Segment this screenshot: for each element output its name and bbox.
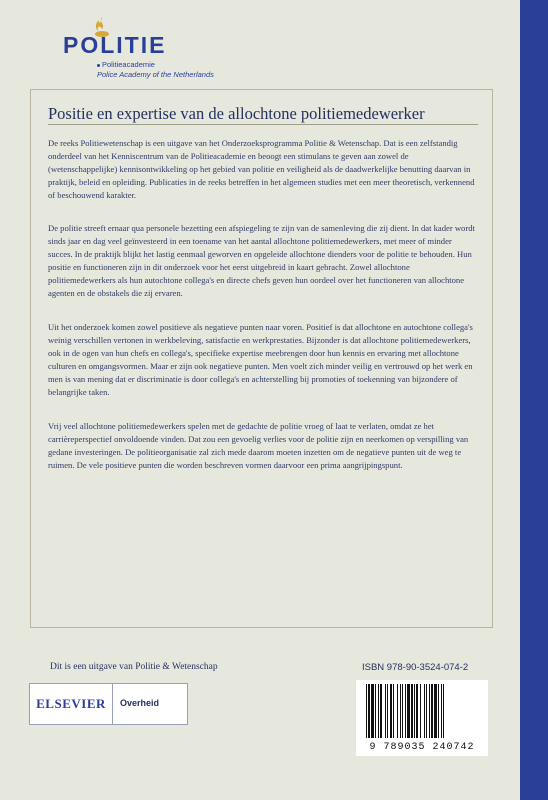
barcode-bar [416, 684, 418, 738]
publisher-credit: Dit is een uitgave van Politie & Wetenschap [50, 662, 218, 672]
academy-name-nl-text: Politieacademie [102, 60, 155, 69]
barcode-bar [426, 684, 427, 738]
barcode-bar [443, 684, 444, 738]
barcode-bar [378, 684, 379, 738]
elsevier-logo: ELSEVIER [36, 696, 106, 711]
academy-name-nl [97, 60, 155, 69]
barcode-bar [407, 684, 410, 738]
barcode-number: 9 789035 240742 [369, 742, 475, 753]
barcode-bar [429, 684, 430, 738]
barcode-bar [414, 684, 415, 738]
bullet-icon [97, 64, 100, 67]
barcode-bar [438, 684, 439, 738]
blurb-paragraph-2: De politie streeft ernaar qua personele bezetting een afspiegeling te zijn van de samenleving die zij dient. In dat kader wordt sinds jaar en dag veel geïnvesteerd in een toename van het aantal allochtone politiemedewerkers, met meer of minder succes. In de praktijk blijkt het lastig eenmaal geworven en opgeleide allochtone dienders voor de politie te behouden. Hun positie en functioneren zijn in dit onderzoek voor het eerst uitgebreid in kaart gebracht. Zowel allochtone politiemedewerkers als hun autochtone collega's en directe chefs geven hun oordeel over het functioneren van allochtone agenten en de obstakels die zij ervaren. [48, 223, 475, 298]
publisher-division: Overheid [120, 698, 160, 708]
barcode-bar [368, 684, 370, 738]
barcode-bar [400, 684, 401, 738]
politie-wordmark: POLITIE [63, 32, 167, 58]
barcode-bar [397, 684, 398, 738]
blue-spine-strip [520, 0, 548, 800]
book-title: Positie en expertise van de allochtone politiemedewerker [48, 104, 425, 123]
politie-logo [63, 14, 263, 79]
title-divider [48, 124, 478, 125]
barcode-bar [387, 684, 388, 738]
barcode-bar [371, 684, 374, 738]
barcode-bar [431, 684, 433, 738]
academy-name-en: Police Academy of the Netherlands [97, 70, 214, 79]
barcode-bar [390, 684, 392, 738]
barcode-bar [375, 684, 376, 738]
barcode-bar [385, 684, 386, 738]
barcode-bar [380, 684, 382, 738]
barcode-bar [441, 684, 442, 738]
barcode-bar [434, 684, 437, 738]
publisher-divider [112, 684, 113, 724]
publisher-logo-box [29, 683, 188, 725]
barcode-bar [393, 684, 394, 738]
blurb-paragraph-4: Vrij veel allochtone politiemedewerkers spelen met de gedachte de politie vroeg of laat te verlaten, omdat ze het carrièreperspectief onvoldoende vinden. Dat zou een gevoelig verlies voor de politie zijn en neerkomen op verspilling van gedane investeringen. De politieorganisatie zal zich mede daarom moeten inzetten om de negatieve punten uit de weg te ruimen. De vele positieve punten die worden beschreven vormen daarvoor een prima aangrijpingspunt. [48, 421, 469, 470]
barcode-icon [360, 684, 484, 740]
barcode-bar [402, 684, 403, 738]
barcode-bar [411, 684, 413, 738]
blurb-paragraph-3: Uit het onderzoek komen zowel positieve als negatieve punten naar voren. Positief is dat allochtone en autochtone collega's weinig verschillen vertonen in werkbeleving, satisfactie en werkprestaties. Bijzonder is dat allochtone politiemedewerkers, ook in de ogen van hun chefs en collega's, specifieke expertise meebrengen door hun kennis en ervaring met allochtone culturen en omgangsvormen. Maar er zijn ook negatieve punten. Men voelt zich minder veilig en vertrouwd op het werk en men is van mening dat er discriminatie is door collega's en achterstelling bij promoties of toekenning van bijzondere of belangrijke taken. [48, 322, 473, 397]
barcode-bar [424, 684, 425, 738]
blurb-paragraph-1: De reeks Politiewetenschap is een uitgave van het Onderzoeksprogramma Politie & Wetenschap. Dat is een zelfstandig onderdeel van het Kenniscentrum van de Politieacademie en beoogt een stimulans te geven aan zowel de (wetenschappelijke) kennisontwikkeling op het gebied van politie en veiligheid als de daadwerkelijke benutting daarvan in praktijk, beleid en opleiding. Publicaties in de reeks betreffen in het algemeen studies met een meer theoretisch, verkennend of beschouwend karakter. [48, 138, 475, 200]
barcode-bar [405, 684, 406, 738]
isbn-number: ISBN 978-90-3524-074-2 [362, 662, 469, 673]
barcode-bar [366, 684, 367, 738]
barcode-bar [420, 684, 421, 738]
barcode-panel [356, 680, 488, 756]
